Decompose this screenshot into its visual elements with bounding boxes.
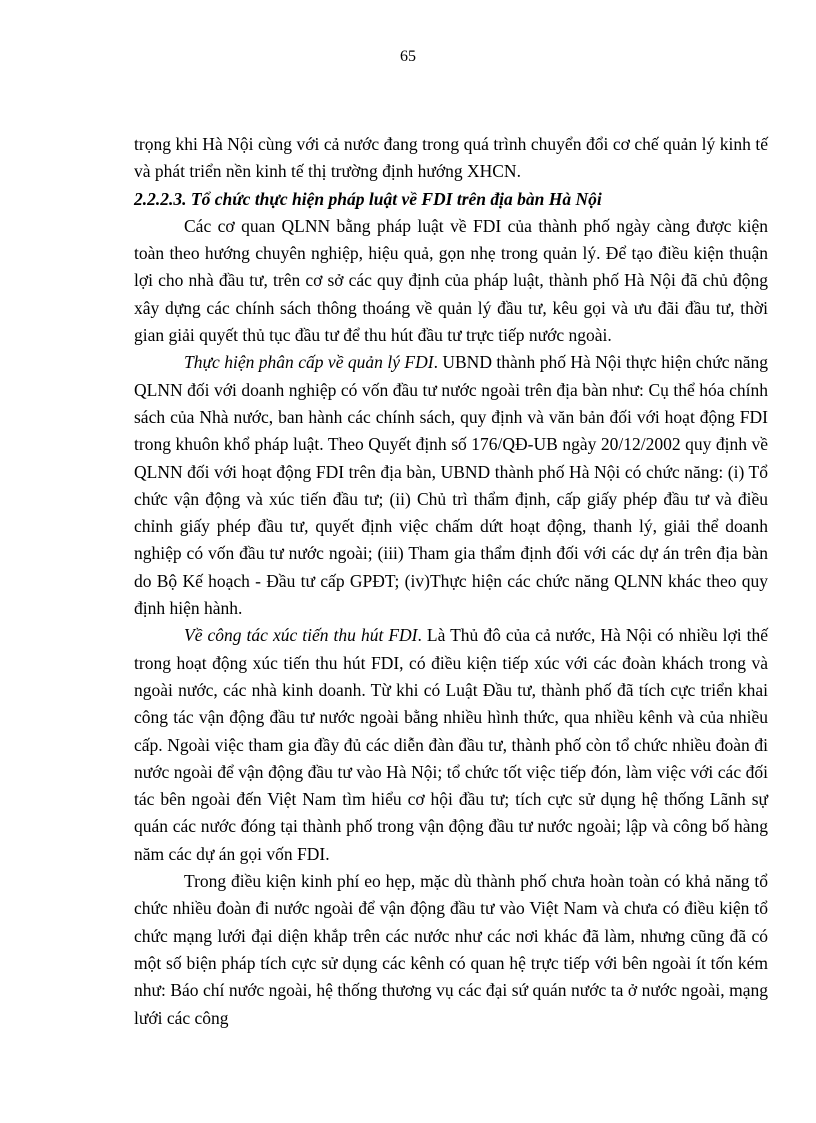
page-number: 65 — [400, 48, 416, 65]
paragraph-1: Các cơ quan QLNN bằng pháp luật về FDI của thành phố ngày càng được kiện toàn theo hướng chuyên nghiệp, hiệu quả, gọn nhẹ trong quản lý. Để tạo điều kiện thuận lợi cho nhà đầu tư, trên cơ sở các quy định của pháp luật, thành phố Hà Nội đã chủ động xây dựng các chính sách thông thoáng về quản lý đầu tư, kêu gọi và ưu đãi đầu tư, thời gian giải quyết thủ tục đầu tư để thu hút đầu tư trực tiếp nước ngoài. — [134, 215, 768, 346]
paragraph-3-lead: Về công tác xúc tiến thu hút FDI — [184, 625, 418, 646]
paragraph-2-lead: Thực hiện phân cấp về quản lý FDI — [184, 352, 434, 373]
paragraph-2 — [134, 349, 768, 622]
paragraph-3 — [134, 622, 768, 868]
paragraph-4: Trong điều kiện kinh phí eo hẹp, mặc dù thành phố chưa hoàn toàn có khả năng tổ chức nhiều đoàn đi nước ngoài để vận động đầu tư vào Việt Nam và chưa có điều kiện tổ chức mạng lưới đại diện khắp trên các nước như các nơi khác đã làm, nhưng cũng đã có một số biện pháp tích cực sử dụng các kênh có quan hệ trực tiếp với bên ngoài ít tốn kém như: Báo chí nước ngoài, hệ thống thương vụ các đại sứ quán nước ta ở nước ngoài, mạng lưới các công — [134, 871, 768, 1028]
paragraph-3-body: . Là Thủ đô của cả nước, Hà Nội có nhiều lợi thế trong hoạt động xúc tiến thu hút FDI, có điều kiện tiếp xúc với các đoàn khách trong và ngoài nước, các nhà kinh doanh. Từ khi có Luật Đầu tư, thành phố đã tích cực triển khai công tác vận động đầu tư nước ngoài bằng nhiều hình thức, qua nhiều kênh và của nhiều cấp. Ngoài việc tham gia đầy đủ các diễn đàn đầu tư, thành phố còn tổ chức nhiều đoàn đi nước ngoài để vận động đầu tư vào Hà Nội; tổ chức tốt việc tiếp đón, làm việc với các đối tác bên ngoài đến Việt Nam tìm hiểu cơ hội đầu tư; tích cực sử dụng hệ thống Lãnh sự quán các nước đóng tại thành phố trong vận động đầu tư nước ngoài; lập và công bố hàng năm các dự án gọi vốn FDI. — [134, 625, 768, 864]
document-body — [134, 131, 768, 1032]
continuation-paragraph: trọng khi Hà Nội cùng với cả nước đang trong quá trình chuyển đổi cơ chế quản lý kinh tế và phát triển nền kinh tế thị trường định hướng XHCN. — [134, 134, 768, 182]
section-heading: 2.2.2.3. Tổ chức thực hiện pháp luật về FDI trên địa bàn Hà Nội — [134, 188, 602, 209]
paragraph-2-body: . UBND thành phố Hà Nội thực hiện chức năng QLNN đối với doanh nghiệp có vốn đầu tư nước ngoài trên địa bàn như: Cụ thể hóa chính sách của Nhà nước, ban hành các chính sách, quy định và văn bản đối với hoạt động FDI trong khuôn khổ pháp luật. Theo Quyết định số 176/QĐ-UB ngày 20/12/2002 quy định về QLNN đối với hoạt động FDI trên địa bàn, UBND thành phố Hà Nội có chức năng: (i) Tổ chức vận động và xúc tiến đầu tư; (ii) Chủ trì thẩm định, cấp giấy phép đầu tư và điều chỉnh giấy phép đầu tư, quyết định việc chấm dứt hoạt động, thanh lý, giải thể doanh nghiệp có vốn đầu tư nước ngoài; (iii) Tham gia thẩm định đối với các dự án trên địa bàn do Bộ Kế hoạch - Đầu tư cấp GPĐT; (iv)Thực hiện các chức năng QLNN khác theo quy định hiện hành. — [134, 352, 768, 619]
